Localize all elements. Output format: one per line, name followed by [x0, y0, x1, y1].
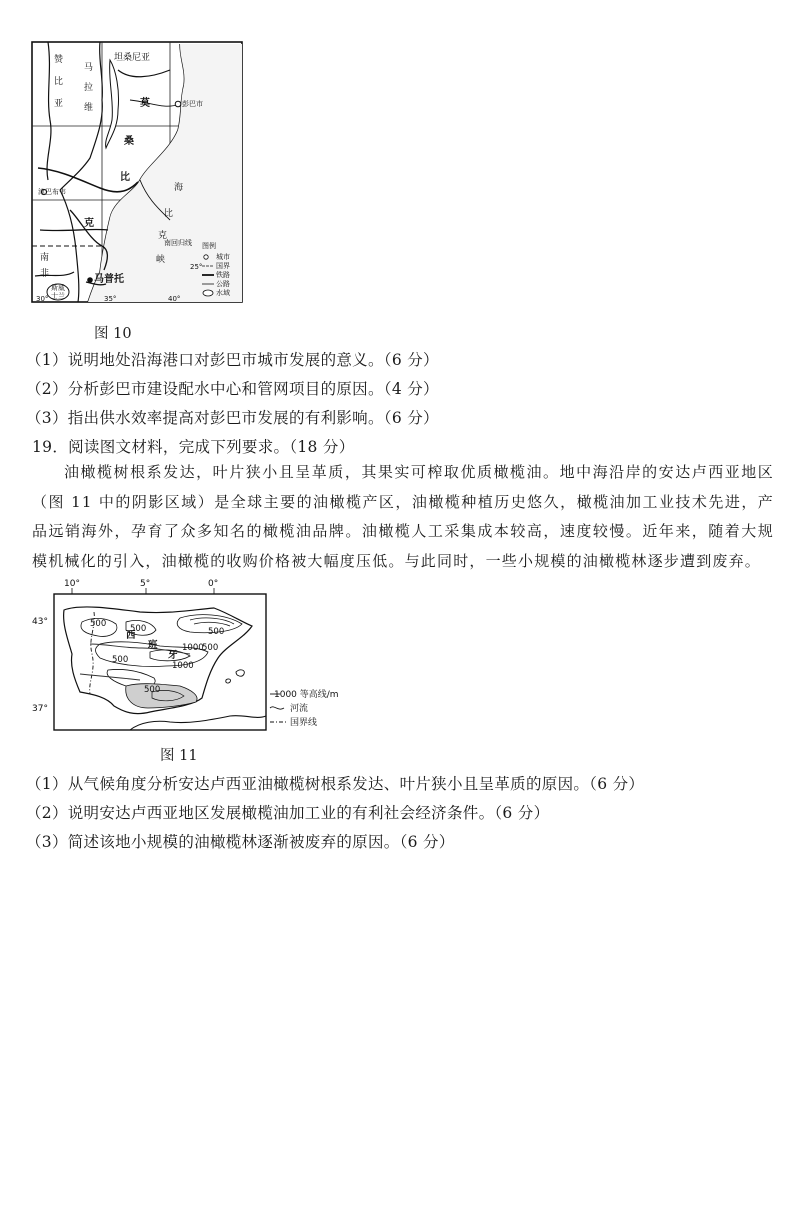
q19-part2: （2）说明安达卢西亚地区发展橄榄油加工业的有利社会经济条件。（6 分） [26, 804, 550, 822]
q19-header: 19．阅读图文材料，完成下列要求。（18 分） [32, 438, 355, 456]
label-mozambique-sang: 桑 [124, 136, 134, 147]
label-lon30: 30° [36, 295, 49, 303]
legend-item-city: 城市 [216, 253, 230, 261]
contour-1000-a: 1000 [182, 643, 204, 653]
legend-river-icon [270, 707, 284, 709]
q19-paragraph: 油橄榄树根系发达，叶片狭小且呈革质，其果实可榨取优质橄榄油。地中海沿岸的安达卢西亚地区（图 11 中的阴影区域）是全球主要的油橄榄产区，油橄榄种植历史悠久，橄榄油加工业技术先进，产品远销海外，孕育了众多知名的橄榄油品牌。油橄榄人工采集成本较高，速度较慢。近年来，随着大规模机械化的引入，油橄榄的收购价格被大幅度压低。与此同时，一些小规模的油橄榄林逐步遭到废弃。 [32, 463, 774, 570]
figure-10-map [30, 40, 244, 306]
label-mozambique-bi: 比 [120, 172, 130, 183]
legend-item-water: 水域 [216, 289, 230, 297]
q18-part3: （3）指出供水效率提高对彭巴市发展的有利影响。（6 分） [26, 409, 439, 427]
label-swazi-1: 斯威 [51, 284, 65, 292]
label-tanzania: 坦桑尼亚 [114, 53, 151, 63]
label-tropic: 南回归线 [164, 239, 192, 247]
figure-11-caption: 图 11 [160, 748, 198, 764]
label-zambia-2: 比 [54, 77, 64, 87]
figure-11-map [30, 574, 352, 734]
contour-500-a: 500 [90, 619, 107, 629]
label-spain-3: 牙 [168, 650, 178, 661]
lat-label-37: 37° [32, 704, 48, 714]
contour-500-b: 500 [130, 624, 147, 634]
label-sea-xia: 峡 [156, 255, 166, 265]
label-pemba: 彭巴市 [182, 100, 203, 108]
label-lon35: 35° [104, 295, 117, 303]
lon-label-10: 10° [64, 579, 80, 589]
label-zimbabwe-city: 津巴布韦 [38, 188, 66, 196]
legend-water-icon [203, 290, 213, 296]
label-maputo: 马普托 [94, 274, 124, 285]
label-moz-k2: 克 [158, 231, 168, 241]
fig11-legend [270, 688, 339, 728]
contour-500-c: 500 [112, 655, 129, 665]
legend-river: 河流 [290, 704, 309, 714]
legend-item-railway: 铁路 [216, 271, 230, 279]
contour-500-e: 500 [144, 685, 161, 695]
label-malawi-3: 维 [84, 103, 94, 113]
label-malawi-2: 拉 [84, 83, 94, 93]
label-lat25: 25° [190, 263, 203, 271]
figure-10-caption: 图 10 [94, 326, 132, 342]
label-spain-1: 西 [126, 630, 136, 641]
lon-label-5: 5° [140, 579, 151, 589]
contour-1000-b: 1000 [172, 661, 194, 671]
label-lon40: 40° [168, 295, 181, 303]
label-mozambique-ke: 克 [84, 218, 94, 229]
contour-500-d: 500 [202, 643, 219, 653]
legend-item-border: 国界 [216, 262, 230, 270]
label-malawi-1: 马 [84, 63, 94, 73]
lat-label-43: 43° [32, 617, 48, 627]
label-fei: 非 [40, 269, 50, 279]
q19-part3: （3）简述该地小规模的油橄榄林逐渐被废弃的原因。（6 分） [26, 833, 455, 851]
contour-500-f: 500 [208, 627, 225, 637]
label-zambia-3: 亚 [54, 99, 64, 109]
legend-contour: 1000 等高线/m [274, 690, 339, 700]
q18-part1: （1）说明地处沿海港口对彭巴市城市发展的意义。（6 分） [26, 351, 439, 369]
label-moz-b2: 比 [164, 209, 174, 219]
label-sea-hai: 海 [174, 183, 184, 193]
legend-national-border: 国界线 [290, 718, 318, 728]
q19-part1: （1）从气候角度分析安达卢西亚油橄榄树根系发达、叶片狭小且呈革质的原因。（6 分） [26, 775, 645, 793]
label-mozambique-mo: 莫 [140, 98, 150, 109]
legend-item-road: 公路 [216, 280, 230, 288]
q18-part2: （2）分析彭巴市建设配水中心和管网项目的原因。（4 分） [26, 380, 439, 398]
label-nan: 南 [40, 253, 50, 263]
label-spain-2: 班 [148, 640, 158, 651]
label-swazi-2: 士兰 [51, 292, 65, 300]
legend-city-icon [204, 255, 208, 259]
lon-label-0: 0° [208, 579, 219, 589]
label-zambia-1: 赞 [54, 55, 64, 65]
legend-title: 图例 [202, 242, 216, 250]
